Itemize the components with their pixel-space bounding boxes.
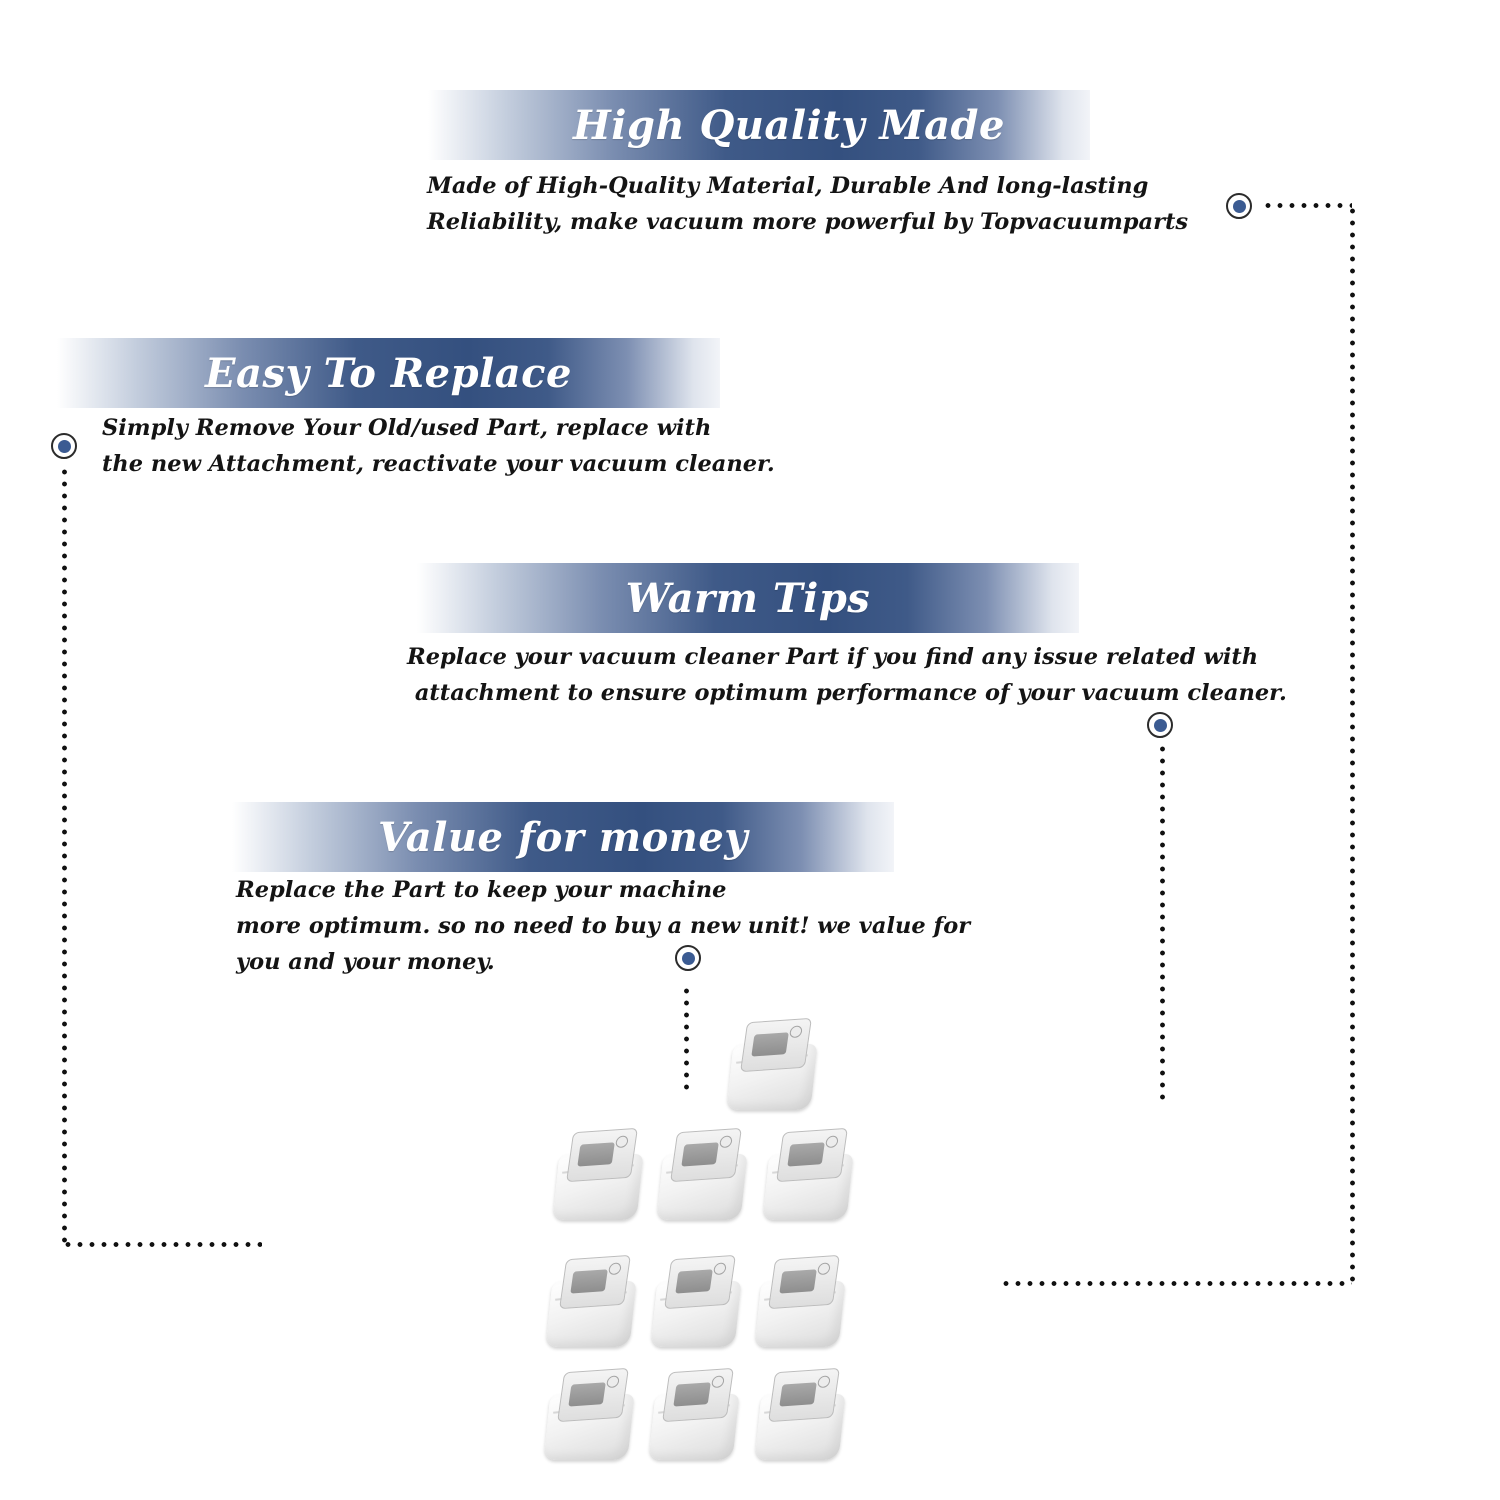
banner-value-money xyxy=(232,802,894,872)
section-title: Warm Tips xyxy=(625,574,871,622)
connector-dotted-line xyxy=(1160,743,1165,1105)
dust-bag-icon xyxy=(541,1368,637,1464)
dust-bag-icon xyxy=(760,1128,856,1224)
connector-dotted-line xyxy=(1000,1281,1352,1286)
connector-dotted-line xyxy=(62,1242,262,1247)
section-description: Replace your vacuum cleaner Part if you find any issue related with attachment to ensure optimum performance of your vacuum cleaner. xyxy=(407,644,1287,706)
connector-dotted-line xyxy=(684,985,689,1090)
bullet-target-icon xyxy=(1147,712,1173,738)
section-title: Value for money xyxy=(377,813,749,861)
section-title: High Quality Made xyxy=(573,101,1005,149)
dust-bag-icon xyxy=(752,1255,848,1351)
dust-bag-icon xyxy=(654,1128,750,1224)
bullet-target-icon xyxy=(51,433,77,459)
banner-warm-tips xyxy=(417,563,1079,633)
connector-dotted-line xyxy=(1262,203,1352,208)
section-description: Replace the Part to keep your machine more optimum. so no need to buy a new unit! we value for you and your money. xyxy=(236,877,971,975)
bullet-target-icon xyxy=(1226,193,1252,219)
dust-bag-icon xyxy=(724,1018,820,1114)
dust-bag-icon xyxy=(543,1255,639,1351)
dust-bag-icon xyxy=(550,1128,646,1224)
dust-bag-icon xyxy=(752,1368,848,1464)
section-description: Simply Remove Your Old/used Part, replace with the new Attachment, reactivate your vacuum cleaner. xyxy=(102,415,775,477)
section-description: Made of High-Quality Material, Durable And long-lasting Reliability, make vacuum more powerful by Topvacuumparts xyxy=(427,173,1189,235)
section-title: Easy To Replace xyxy=(205,349,572,397)
dust-bag-icon xyxy=(646,1368,742,1464)
connector-dotted-line xyxy=(1350,205,1355,1287)
banner-high-quality xyxy=(428,90,1090,160)
connector-dotted-line xyxy=(62,466,67,1248)
banner-easy-replace xyxy=(57,338,720,408)
bullet-target-icon xyxy=(675,945,701,971)
dust-bag-icon xyxy=(648,1255,744,1351)
